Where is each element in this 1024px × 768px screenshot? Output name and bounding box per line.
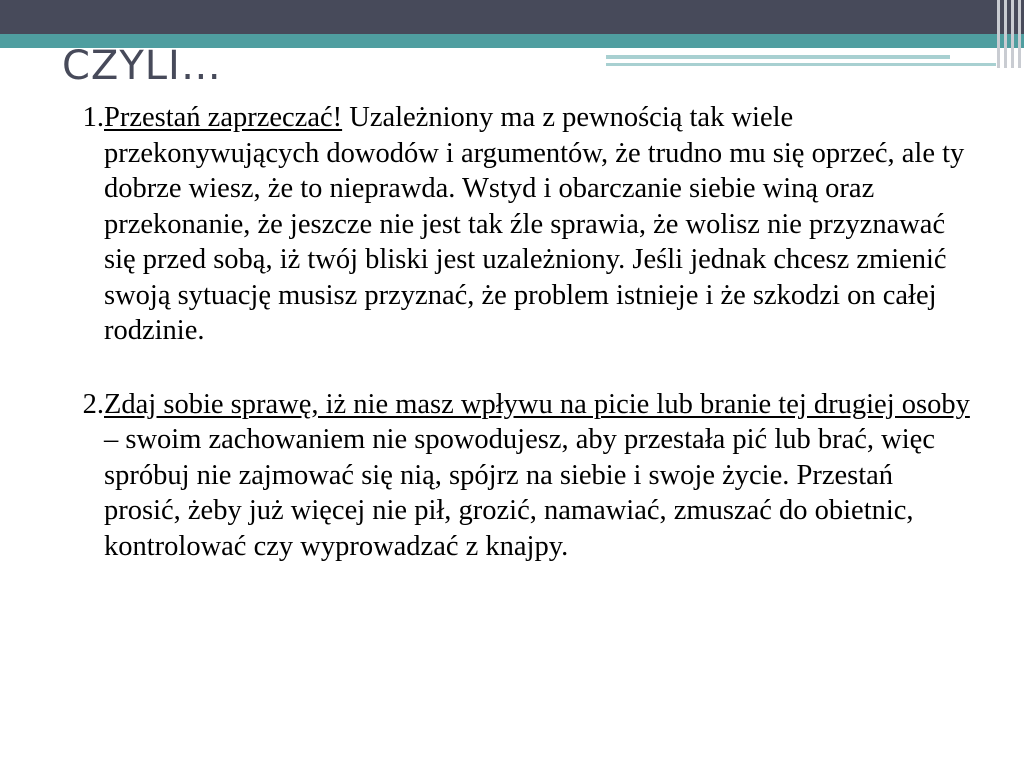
decorative-stripe — [1011, 0, 1014, 68]
item-text: Uzależniony ma z pewnością tak wiele przekonywujących dowodów i argumentów, że trudno mu się oprzeć, ale ty dobrze wiesz, że to nieprawda. Wstyd i obarczanie siebie winą oraz przekonanie, że jeszcze nie jest tak źle sprawia, że wolisz nie przyznawać się przed sobą, iż twój bliski jest uzależniony. Jeśli jednak chcesz zmienić swoją sytuację musisz przyznać, że problem istnieje i że szkodzi on całej rodzinie. — [104, 102, 965, 346]
accent-line — [606, 63, 996, 66]
decorative-stripe — [1004, 0, 1007, 68]
item-lead: Przestań zaprzeczać! — [104, 102, 343, 133]
header-band — [0, 0, 1024, 34]
item-number: 2. — [82, 388, 104, 420]
item-number: 1. — [82, 102, 104, 133]
accent-line — [606, 55, 950, 59]
item-text: – swoim zachowaniem nie spowodujesz, aby przestała pić lub brać, więc spróbuj nie zajmować się nią, spójrz na siebie i swoje życie. Przestań prosić, żeby już więcej nie pił, grozić, namawiać, zmuszać do obietnic, kontrolować czy wyprowadzać z knajpy. — [104, 424, 935, 562]
item-lead: Zdaj sobie sprawę, iż nie masz wpływu na picie lub branie tej drugiej osoby — [104, 388, 970, 420]
decorative-stripe — [1018, 0, 1021, 68]
list-item — [70, 100, 970, 349]
decorative-stripe — [997, 0, 1000, 68]
list-item — [70, 387, 970, 565]
slide-body — [70, 100, 970, 564]
slide-title: CZYLI… — [62, 43, 222, 89]
